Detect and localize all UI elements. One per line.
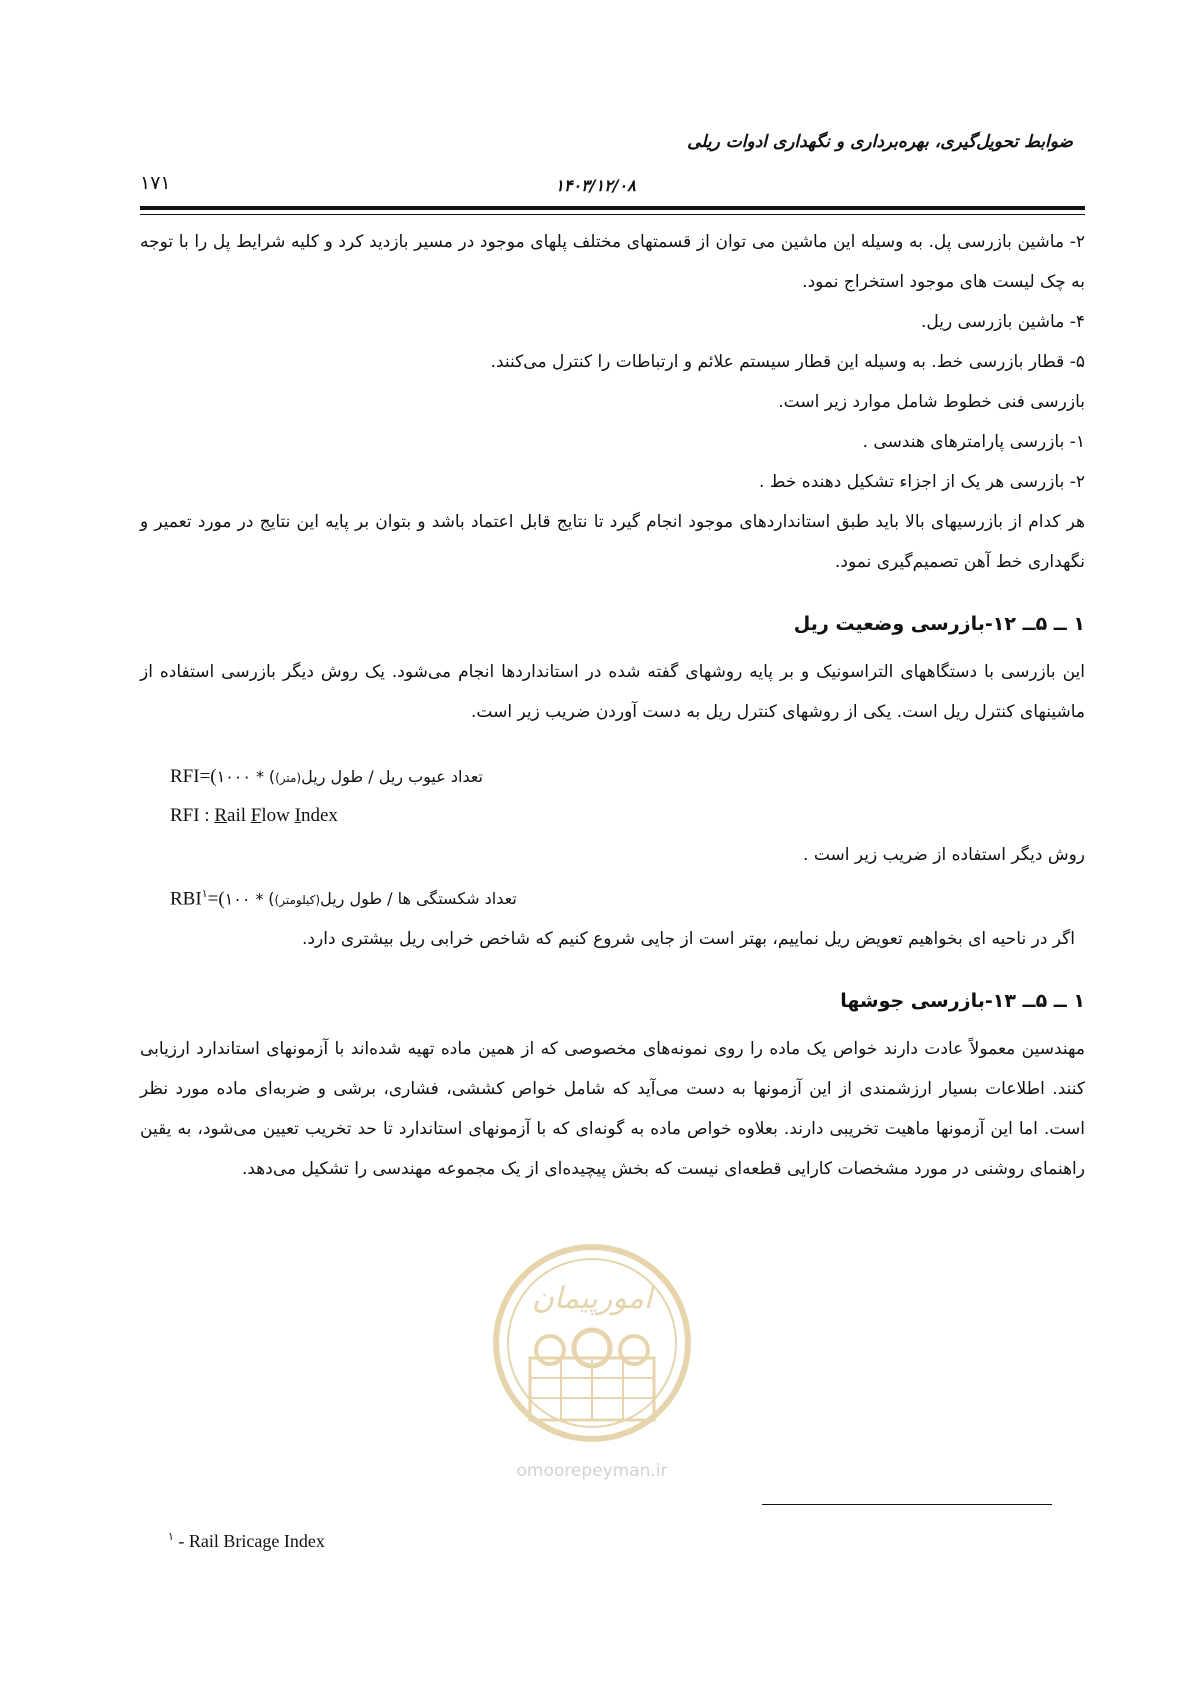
rfi-def-ail: ail xyxy=(227,805,251,826)
header-rule-thick xyxy=(140,206,1085,210)
rfi-def-r: R xyxy=(214,805,228,826)
formula-fraction xyxy=(269,767,483,786)
paragraph: ۲- بازرسی هر یک از اجزاء تشکیل دهنده خط . xyxy=(758,472,1085,492)
paragraph: ۲- ماشین بازرسی پل. به وسیله این ماشین می توان از قسمتهای مختلف پلهای موجود در مسیر بازدید کرد و کلیه شرایط پل را با توجه به چک لیست های موجود استخراج نمود. xyxy=(140,232,1085,292)
formula-lhs: RFI=( xyxy=(170,766,217,787)
paragraph: این بازرسی با دستگاههای التراسونیک و بر پایه روشهای گفته شده در استانداردها انجام می‌شود. یک روش دیگر بازرسی استفاده از ماشینهای کنترل ریل است. یکی از روشهای کنترل ریل به دست آوردن ضریب زیر است. xyxy=(140,662,1085,722)
formula-unit: (متر) xyxy=(275,771,302,785)
footnote-text: - Rail Bricage Index xyxy=(173,1531,325,1551)
watermark-logo-text: امورپیمان xyxy=(531,1281,653,1316)
footnote xyxy=(168,1530,325,1552)
footnote-rule xyxy=(762,1504,1052,1505)
formula-close: ) xyxy=(268,767,276,786)
formula-fraction xyxy=(268,889,517,908)
paragraph: ۴- ماشین بازرسی ریل. xyxy=(920,312,1085,332)
paragraph: اگر در ناحیه ای بخواهیم تعویض ریل نماییم، بهتر است از جایی شروع کنیم که شاخص خرابی ریل بیشتری دارد. xyxy=(302,929,1075,950)
rfi-def-ndex: ndex xyxy=(300,805,338,826)
formula-lhs: RBI xyxy=(170,888,202,910)
page-number: ۱۷۱ xyxy=(140,172,171,194)
rfi-def-prefix: RFI : xyxy=(170,805,215,826)
formula-multiplier: * ۱۰۰ xyxy=(224,889,264,909)
rbi-formula xyxy=(140,875,1085,919)
section-heading: ۱ ــ ۵ــ ۱۲-بازرسی وضعیت ریل xyxy=(793,613,1085,635)
running-header-title: ضوابط تحویل‌گیری، بهره‌برداری و نگهداری ادوات ریلی xyxy=(687,132,1073,152)
formula-close: ) xyxy=(268,889,275,909)
rfi-def-i: I xyxy=(294,805,301,826)
header-rule-thin xyxy=(140,214,1085,215)
paragraph: مهندسین معمولاً عادت دارند خواص یک ماده را روی نمونه‌های مخصوصی که از همین ماده تهیه شده‌اند با آزمونهای استاندارد ارزیابی کنند. اطلاعات بسیار ارزشمندی از این آزمونها به دست می‌آید که شامل خواص کششی، فشاری، برشی و ضربه‌ای ماده مورد نظر است. اما این آزمونها ماهیت تخریبی دارند. بعلاوه خواص ماده به گونه‌ای که با آزمونهای استاندارد تا حد تخریب تعیین می‌شود، به یقین راهنمای روشنی در مورد مشخصات کارایی قطعه‌ای نیست که بخش پیچیده‌ای از یک مجموعه مهندسی را تشکیل می‌دهد. xyxy=(140,1039,1085,1180)
paragraph: روش دیگر استفاده از ضریب زیر است . xyxy=(803,845,1085,865)
paragraph: هر کدام از بازرسیهای بالا باید طبق استانداردهای موجود انجام گیرد تا نتایج قابل اعتماد باشد و بتوان بر پایه این نتایج در مورد تعمیر و نگهداری خط آهن تصمیم‌گیری نمود. xyxy=(140,512,1085,572)
formula-unit: (کیلومتر) xyxy=(274,893,321,908)
paragraph: ۱- بازرسی پارامترهای هندسی . xyxy=(862,432,1085,452)
rfi-def-f: F xyxy=(250,805,262,826)
paragraph: بازرسی فنی خطوط شامل موارد زیر است. xyxy=(778,392,1085,412)
rfi-def-low: low xyxy=(261,805,295,826)
watermark-site: omoorepeyman.ir xyxy=(516,1461,668,1481)
document-body xyxy=(140,222,1085,1189)
formula-multiplier: * ۱۰۰۰ xyxy=(216,767,265,786)
rfi-definition xyxy=(140,797,1085,835)
formula-numerator-denominator: تعداد شکستگی ها / طول ریل xyxy=(320,889,517,909)
header-date: ۱۴۰۳/۱۲/۰۸ xyxy=(555,176,636,195)
paragraph: ۵- قطار بازرسی خط. به وسیله این قطار سیستم علائم و ارتباطات را کنترل می‌کنند. xyxy=(490,352,1085,372)
footnote-mark: ۱ xyxy=(168,1531,174,1543)
formula-numerator-denominator: تعداد عیوب ریل / طول ریل xyxy=(301,767,484,786)
formula-eq: =( xyxy=(207,888,225,910)
watermark-logo xyxy=(482,1238,702,1488)
section-heading: ۱ ــ ۵ــ ۱۳-بازرسی جوشها xyxy=(840,990,1085,1013)
rfi-formula xyxy=(140,758,1085,797)
footnote-ref: ۱ xyxy=(201,888,208,900)
